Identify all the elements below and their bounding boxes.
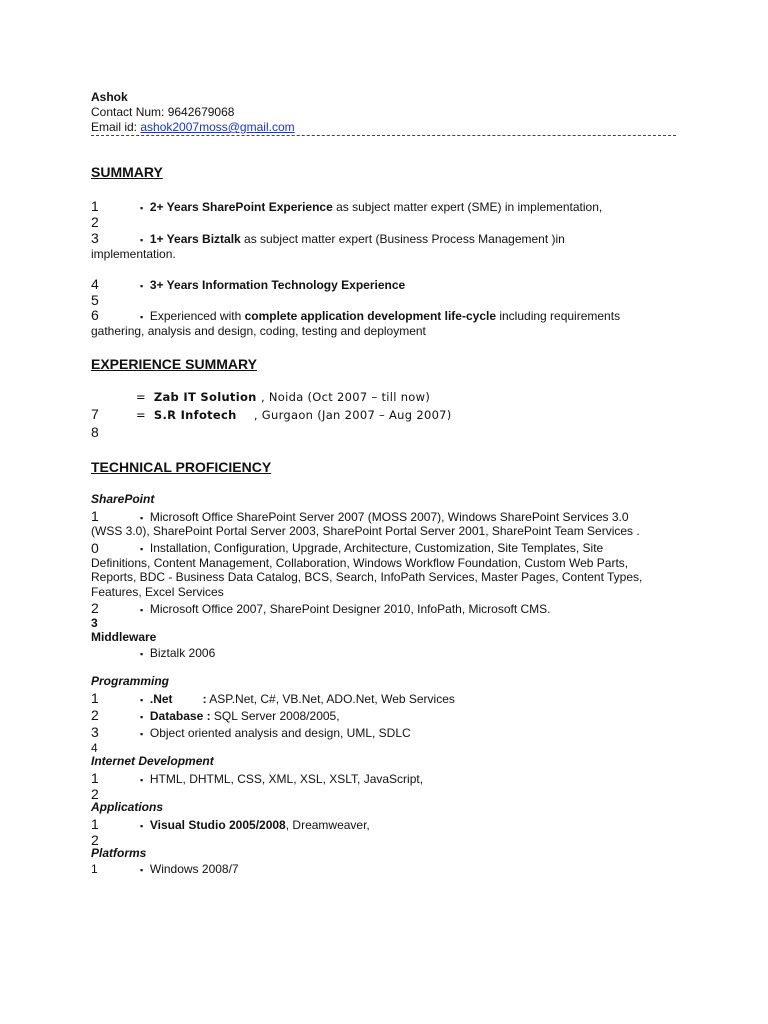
list-number: 3 [91,230,99,246]
sharepoint-item-continuation: (WSS 3.0), SharePoint Portal Server 2003, SharePoint Portal Server 2001, SharePoint Team Services . [91,524,640,538]
list-number: 3 [91,616,98,630]
programming-item: ▪ .Net : ASP.Net, C#, VB.Net, ADO.Net, Web Services [140,692,455,706]
bullet-icon: ▪ [140,544,144,554]
bullet-icon: ▪ [140,513,144,523]
list-number: 2 [91,707,99,723]
list-number: 0 [91,540,99,556]
bullet-icon: ▪ [140,712,144,722]
list-number: 2 [91,832,99,848]
bullet-icon: ▪ [140,235,144,245]
list-number: 8 [91,424,99,440]
middleware-item: ▪ Biztalk 2006 [140,646,216,660]
summary-heading: SUMMARY [91,164,163,180]
sharepoint-item-continuation: Reports, BDC - Business Data Catalog, BCS, Search, InfoPath Services, Master Pages, Content Types, [91,570,643,584]
contact-number: Contact Num: 9642679068 [91,105,235,119]
sharepoint-item-continuation: Definitions, Content Management, Collaboration, Windows Workflow Foundation, Custom Web Parts, [91,556,629,570]
list-number: 4 [91,741,98,755]
summary-item: ▪ 1+ Years Biztalk as subject matter expert (Business Process Management )in [140,232,565,246]
bullet-icon: ▪ [140,865,144,875]
bullet-icon: ▪ [140,281,144,291]
applications-item: ▪ Visual Studio 2005/2008, Dreamweaver, [140,818,370,832]
programming-item: ▪ Object oriented analysis and design, UML, SDLC [140,726,411,740]
programming-item: ▪ Database : SQL Server 2008/2005, [140,709,340,723]
email-line [91,120,295,134]
list-number: 1 [91,816,99,832]
platforms-item: ▪ Windows 2008/7 [140,862,239,876]
list-number: 2 [91,600,99,616]
summary-item-continuation: implementation. [91,247,176,261]
summary-item-continuation: gathering, analysis and design, coding, testing and deployment [91,324,426,338]
sharepoint-item-continuation: Features, Excel Services [91,585,224,599]
bullet-icon: ▪ [140,649,144,659]
bullet-icon: ▪ [140,695,144,705]
list-number: 4 [91,276,99,292]
bullet-icon: ▪ [140,821,144,831]
experience-heading: EXPERIENCE SUMMARY [91,356,257,372]
bullet-icon: ▪ [140,729,144,739]
sharepoint-item: ▪ Installation, Configuration, Upgrade, Architecture, Customization, Site Templates, Site [140,541,604,555]
experience-item: = S.R Infotech , Gurgaon (Jan 2007 – Aug 2007) [136,408,452,422]
candidate-name: Ashok [91,90,128,104]
list-number: 7 [91,406,99,422]
bullet-icon: ▪ [140,605,144,615]
list-number: 2 [91,214,99,230]
internet-item: ▪ HTML, DHTML, CSS, XML, XSL, XSLT, JavaScript, [140,772,424,786]
bullet-icon: ▪ [140,203,144,213]
applications-label: Applications [91,800,164,814]
bullet-icon: ▪ [140,775,144,785]
list-number: 1 [91,862,98,876]
list-number: 1 [91,198,99,214]
platforms-label: Platforms [91,846,147,860]
list-number: 1 [91,508,99,524]
summary-item: ▪ 2+ Years SharePoint Experience as subject matter expert (SME) in implementation, [140,200,603,214]
sharepoint-label: SharePoint [91,492,155,506]
email-label: Email id: [91,120,141,134]
sharepoint-item: ▪ Microsoft Office SharePoint Server 2007 (MOSS 2007), Windows SharePoint Services 3.0 [140,510,629,524]
programming-label: Programming [91,674,170,688]
list-number: 1 [91,770,99,786]
list-number: 1 [91,690,99,706]
list-number: 3 [91,724,99,740]
list-number: 5 [91,292,99,308]
summary-item: ▪ 3+ Years Information Technology Experience [140,278,406,292]
summary-item: ▪ Experienced with complete application development life-cycle including requirements [140,309,621,323]
sharepoint-item: ▪ Microsoft Office 2007, SharePoint Designer 2010, InfoPath, Microsoft CMS. [140,602,551,616]
experience-item: = Zab IT Solution , Noida (Oct 2007 – till now) [136,390,431,404]
list-number: 2 [91,786,99,802]
header-divider [91,135,676,136]
technical-heading: TECHNICAL PROFICIENCY [91,459,272,475]
middleware-label: Middleware [91,630,157,644]
email-link[interactable]: ashok2007moss@gmail.com [140,120,295,134]
internet-development-label: Internet Development [91,754,214,768]
bullet-icon: ▪ [140,312,144,322]
list-number: 6 [91,307,99,323]
